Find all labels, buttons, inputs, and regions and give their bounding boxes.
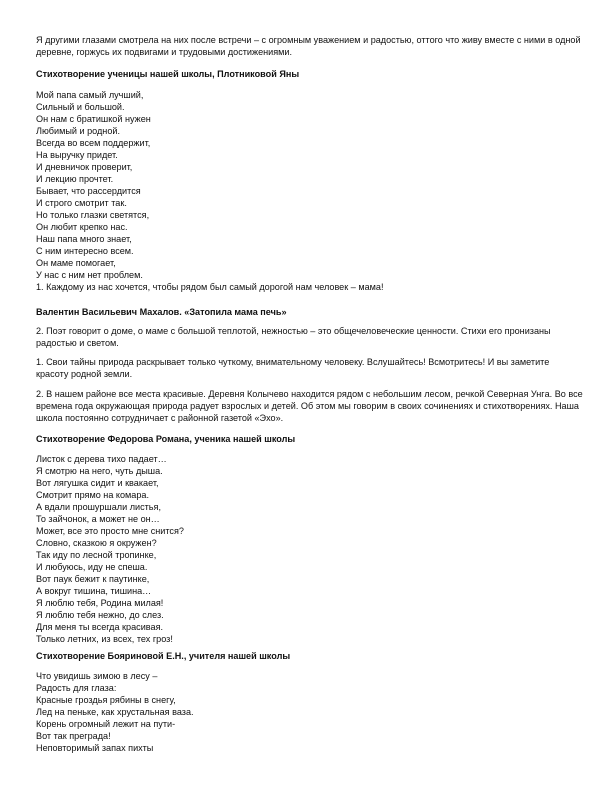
intro-paragraph: Я другими глазами смотрела на них после встречи – с огромным уважением и радостью, оттого что живу вместе с ними в одной деревне, горжусь их подвигами и трудовыми достижениями. bbox=[36, 35, 581, 57]
heading-boyarinova: Стихотворение Бояриновой Е.Н., учителя нашей школы bbox=[36, 651, 291, 661]
poem-boyarinova bbox=[36, 670, 584, 754]
poem-line: Может, все это просто мне снится? bbox=[36, 526, 184, 536]
poem-line: И строго смотрит так. bbox=[36, 198, 127, 208]
poem-line: Бывает, что рассердится bbox=[36, 186, 141, 196]
poem-line: Он маме помогает, bbox=[36, 258, 116, 268]
poem-line: Он нам с братишкой нужен bbox=[36, 114, 151, 124]
poem-line: Наш папа много знает, bbox=[36, 234, 132, 244]
poem-line: И любуюсь, иду не спеша. bbox=[36, 562, 148, 572]
poem-line: Он любит крепко нас. bbox=[36, 222, 128, 232]
paragraph-poet-home: 2. Поэт говорит о доме, о маме с большой теплотой, нежностью – это общечеловеческие ценности. Стихи его пронизаны радостью и светом. bbox=[36, 326, 551, 348]
poem-line: Красные гроздья рябины в снегу, bbox=[36, 695, 176, 705]
poem-line: У нас с ним нет проблем. bbox=[36, 270, 143, 280]
poem-line: Для меня ты всегда красивая. bbox=[36, 622, 164, 632]
poem-line: Сильный и большой. bbox=[36, 102, 125, 112]
poem-line: Вот паук бежит к паутинке, bbox=[36, 574, 150, 584]
poem-line: То зайчонок, а может не он… bbox=[36, 514, 160, 524]
poem-line: И дневничок проверит, bbox=[36, 162, 133, 172]
poem-line: С ним интересно всем. bbox=[36, 246, 134, 256]
poem-line: Я люблю тебя нежно, до слез. bbox=[36, 610, 164, 620]
poem-line: Вот лягушка сидит и квакает, bbox=[36, 478, 159, 488]
poem-line: На выручку придет. bbox=[36, 150, 118, 160]
poem-line: Вот так преграда! bbox=[36, 731, 111, 741]
poem-line: Словно, сказкою я окружен? bbox=[36, 538, 157, 548]
poem-line: Что увидишь зимою в лесу – bbox=[36, 671, 158, 681]
paragraph-district: 2. В нашем районе все места красивые. Деревня Колычево находится рядом с небольшим лесом, речкой Северная Унгa. Во все времена года окружающая природа радует взрослых и детей. Об этом мы говорим в своих сочинениях и стихотворениях. Наша школа постоянно сотрудничает с районной газетой «Эхо». bbox=[36, 389, 583, 423]
poem-line: Только летних, из всех, тех гроз! bbox=[36, 634, 173, 644]
poem-line: Смотрит прямо на комара. bbox=[36, 490, 150, 500]
poem-line: Всегда во всем поддержит, bbox=[36, 138, 151, 148]
poem-line: Я люблю тебя, Родина милая! bbox=[36, 598, 164, 608]
poem-line: Корень огромный лежит на пути- bbox=[36, 719, 176, 729]
heading-makhalov: Валентин Васильевич Махалов. «Затопила мама печь» bbox=[36, 307, 287, 317]
poem-line: 1. Каждому из нас хочется, чтобы рядом был самый дорогой нам человек – мама! bbox=[36, 282, 384, 292]
poem-plotnikova bbox=[36, 89, 584, 293]
poem-line: А вокруг тишина, тишина… bbox=[36, 586, 152, 596]
poem-line: И лекцию прочтет. bbox=[36, 174, 114, 184]
poem-line: Лед на пеньке, как хрустальная ваза. bbox=[36, 707, 194, 717]
poem-line: Я смотрю на него, чуть дыша. bbox=[36, 466, 163, 476]
poem-fedorov bbox=[36, 453, 584, 645]
poem-line: Но только глазки светятся, bbox=[36, 210, 150, 220]
heading-fedorov: Стихотворение Федорова Романа, ученика нашей школы bbox=[36, 434, 296, 444]
poem-line: А вдали прошуршали листья, bbox=[36, 502, 161, 512]
poem-line: Мой папа самый лучший, bbox=[36, 90, 144, 100]
paragraph-nature-secrets: 1. Свои тайны природа раскрывает только чуткому, внимательному человеку. Вслушайтесь! Всмотритесь! И вы заметите красоту родной земли. bbox=[36, 357, 550, 379]
poem-line: Листок с дерева тихо падает… bbox=[36, 454, 167, 464]
heading-plotnikova: Стихотворение ученицы нашей школы, Плотниковой Яны bbox=[36, 69, 300, 79]
poem-line: Любимый и родной. bbox=[36, 126, 120, 136]
poem-line: Так иду по лесной тропинке, bbox=[36, 550, 157, 560]
poem-line: Неповторимый запах пихты bbox=[36, 743, 154, 753]
poem-line: Радость для глаза: bbox=[36, 683, 117, 693]
